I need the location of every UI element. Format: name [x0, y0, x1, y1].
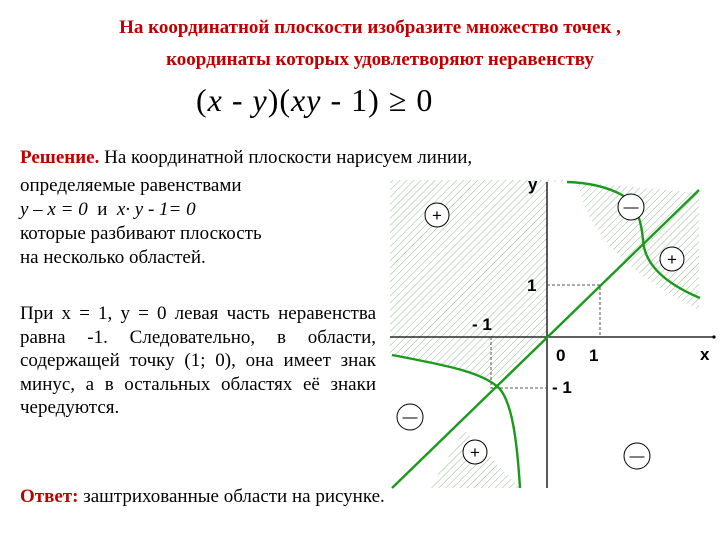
formula-paren-open-2: (	[279, 82, 292, 118]
tick-x-1: 1	[589, 346, 599, 365]
formula-paren-close-1: )	[267, 82, 280, 118]
sign-minus-upper-right: —	[623, 199, 639, 216]
solution-paragraph: При x = 1, y = 0 левая часть неравенства равна -1. Следовательно, в области, содержащей точку (1; 0), она имеет знак минус, а в остальных областях её знаки чередуются.	[20, 303, 376, 419]
solution-label: Решение.	[20, 147, 100, 168]
formula-var-y: y	[252, 82, 268, 118]
equation-1: y – x = 0	[20, 199, 88, 220]
sign-plus-lower: +	[470, 443, 480, 462]
tick-x-minus-1: - 1	[472, 315, 492, 334]
answer-text: заштрихованные области на рисунке.	[78, 486, 385, 507]
sign-minus-lower-right: —	[629, 448, 645, 465]
origin-label: 0	[556, 346, 566, 365]
title-line-1: На координатной плоскости изобразите множество точек ,	[119, 17, 621, 38]
sign-minus-left: —	[402, 409, 418, 426]
formula-minus-2: - 1	[321, 82, 369, 118]
formula-relation: ≥ 0	[379, 82, 434, 118]
formula-var-xy: xy	[291, 82, 322, 118]
solution-intro-text: На координатной плоскости нарисуем линии,	[99, 147, 473, 168]
formula-var-x: x	[207, 82, 223, 118]
formula-paren-close-2: )	[368, 82, 380, 118]
title-line-2: координаты которых удовлетворяют неравенству	[166, 49, 594, 70]
solution-line-4: которые разбивают плоскость	[20, 223, 262, 244]
formula-paren-open-1: (	[196, 82, 208, 118]
solution-line-2: определяемые равенствами	[20, 175, 242, 196]
sign-plus-right: +	[667, 250, 677, 269]
x-axis-arrow-dot	[712, 335, 715, 338]
x-axis-label: x	[700, 345, 710, 364]
equation-2: x· y - 1= 0	[116, 199, 196, 220]
formula-minus-1: -	[222, 82, 253, 118]
equation-and: и	[97, 199, 108, 220]
tick-y-minus-1: - 1	[552, 378, 572, 397]
tick-y-1: 1	[527, 276, 537, 295]
sign-plus-upper-left: +	[432, 206, 442, 225]
answer-label: Ответ:	[20, 486, 79, 507]
solution-line-5: на несколько областей.	[20, 247, 206, 268]
y-axis-label: y	[528, 175, 538, 194]
